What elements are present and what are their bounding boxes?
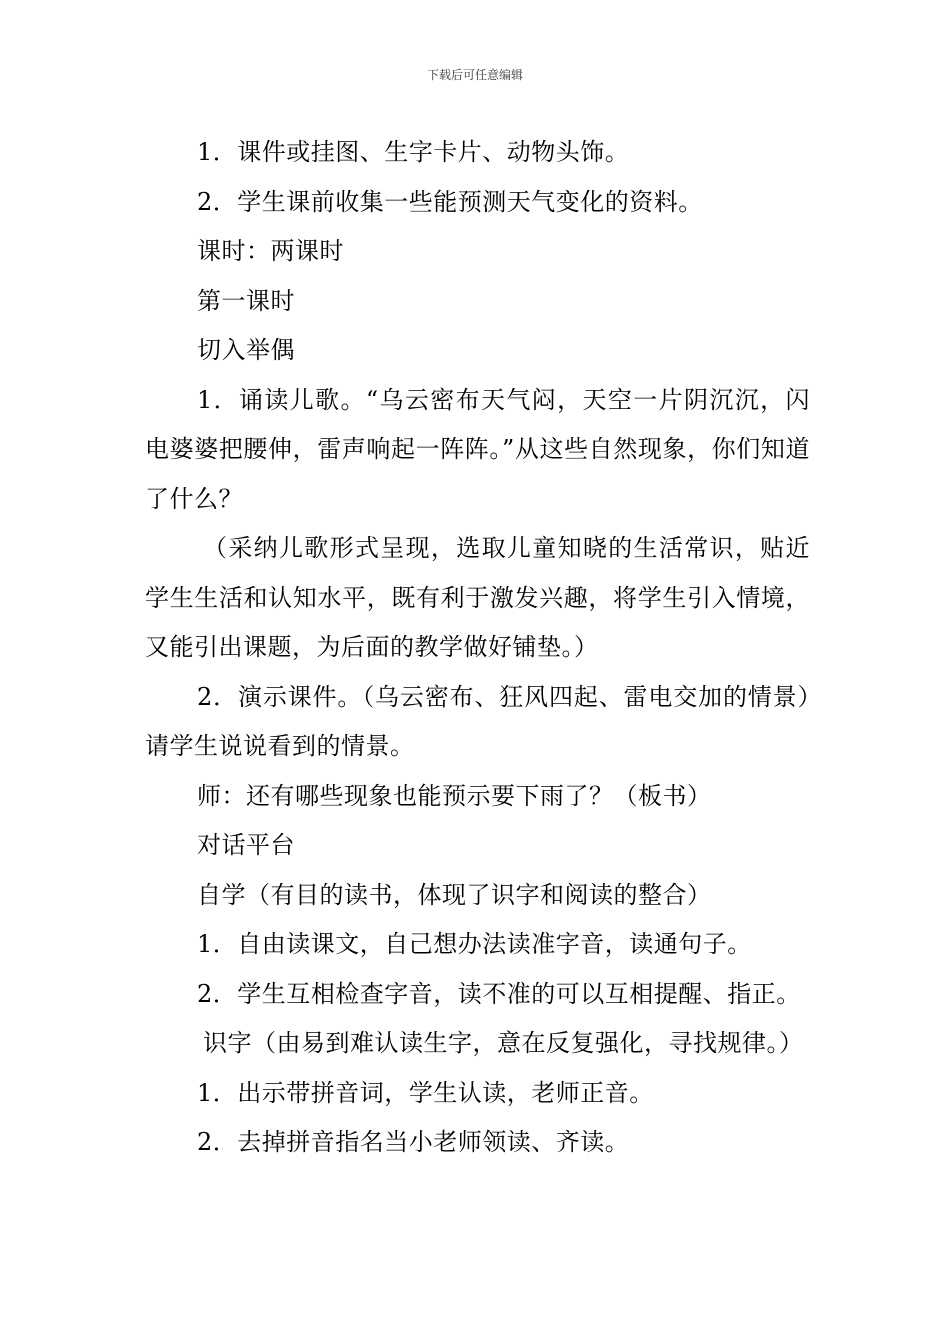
paragraph-materials-1: 1．课件或挂图、生字卡片、动物头饰。 — [197, 138, 630, 166]
section-heading-intro: 切入举偶 — [197, 336, 295, 364]
paragraph-teacher-question: 师：还有哪些现象也能预示要下雨了？（板书） — [197, 781, 712, 810]
paragraph-rhyme-note: （采纳儿歌形式呈现，选取儿童知晓的生活常识，贴近学生生活和认知水平，既有利于激发兴趣，将学生引入情境，又能引出课题，为后面的教学做好铺垫。） — [145, 534, 810, 661]
paragraph-class-hours: 课时：两课时 — [197, 237, 344, 265]
section-heading-first-lesson: 第一课时 — [197, 286, 295, 315]
paragraph-remove-pinyin: 2．去掉拼音指名当小老师领读、齐读。 — [197, 1128, 630, 1156]
paragraph-peer-check: 2．学生互相检查字音，读不准的可以互相提醒、指正。 — [197, 979, 801, 1008]
paragraph-demo-courseware: 2．演示课件。（乌云密布、狂风四起、雷电交加的情景）请学生说说看到的情景。 — [145, 682, 810, 760]
paragraph-materials-2: 2．学生课前收集一些能预测天气变化的资料。 — [197, 187, 703, 216]
paragraph-self-study: 自学（有目的读书，体现了识字和阅读的整合） — [197, 880, 712, 909]
paragraph-pinyin-words: 1．出示带拼音词，学生认读，老师正音。 — [197, 1078, 654, 1107]
section-heading-dialogue: 对话平台 — [197, 831, 295, 859]
paragraph-free-reading: 1．自由读课文，自己想办法读准字音，读通句子。 — [197, 930, 752, 958]
page-header-note: 下载后可任意编辑 — [426, 68, 523, 82]
paragraph-recite-rhyme: 1．诵读儿歌。“乌云密布天气闷，天空一片阴沉沉，闪电婆婆把腰伸，雷声响起一阵阵。”从这些自然现象，你们知道了什么？ — [145, 385, 810, 513]
document-body — [145, 128, 810, 1168]
paragraph-character-recognition: 识字（由易到难认读生字，意在反复强化，寻找规律。） — [203, 1029, 804, 1057]
